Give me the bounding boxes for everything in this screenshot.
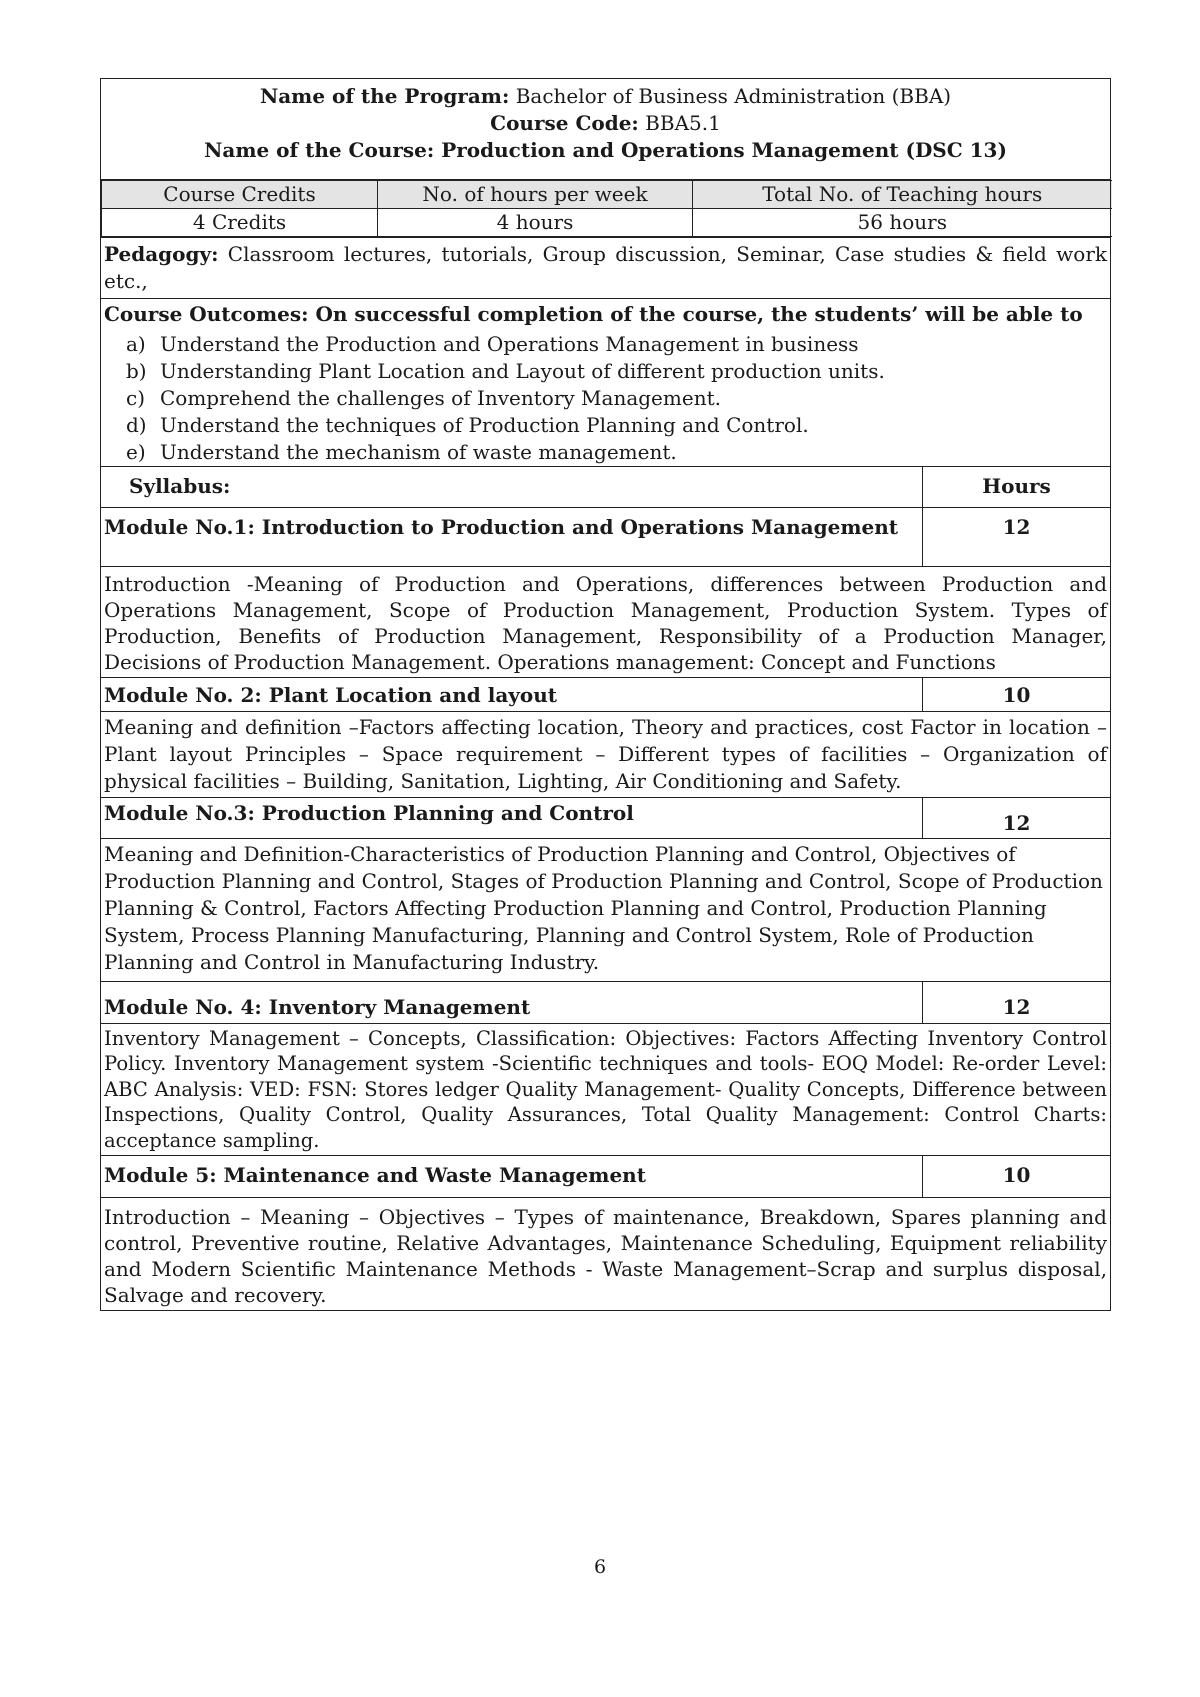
module-title: Module No.3: Production Planning and Control: [101, 798, 923, 838]
module-title: Module No.1: Introduction to Production and Operations Management: [101, 507, 923, 566]
credits-value-cell: 56 hours: [693, 208, 1112, 236]
module-content-row: [101, 838, 1111, 981]
list-item: b) Understanding Plant Location and Layout of different production units.: [126, 358, 885, 383]
module-content-row: [101, 711, 1111, 798]
credits-header-cell: No. of hours per week: [378, 180, 693, 208]
credits-header-row: [102, 180, 1112, 208]
module-title: Module No. 4: Inventory Management: [101, 981, 923, 1023]
module-title-row: [101, 981, 1111, 1023]
credits-header-cell: Course Credits: [102, 180, 378, 208]
module-title: Module 5: Maintenance and Waste Management: [101, 1156, 923, 1198]
module-content: Introduction -Meaning of Production and Operations, differences between Production and Operations Management, Scope of Production Management, Production System. Types of Production, Benefits of Production Management, Responsibility of a Production Manager, Decisions of Production Management. Operations management: Concept and Functions: [101, 566, 1111, 677]
list-item: d) Understand the techniques of Production Planning and Control.: [126, 413, 809, 438]
module-content: Meaning and definition –Factors affecting location, Theory and practices, cost Factor in location – Plant layout Principles – Space requirement – Different types of facilities – Organization of physical facilities – Building, Sanitation, Lighting, Air Conditioning and Safety.: [101, 711, 1111, 798]
outcomes-heading: Course Outcomes: On successful completion of the course, the students’ will be able to: [104, 302, 1083, 327]
list-item: e) Understand the mechanism of waste management.: [126, 440, 677, 465]
module-hours: 10: [923, 677, 1111, 711]
module-content: Inventory Management – Concepts, Classification: Objectives: Factors Affecting Inventory Control Policy. Inventory Management system -Scientific techniques and tools- EOQ Model: Re-order Level: ABC Analysis: VED: FSN: Stores ledger Quality Management- Quality Concepts, Difference between Inspections, Quality Control, Quality Assurances, Total Quality Management: Control Charts: acceptance sampling.: [101, 1023, 1111, 1155]
module-title-row: [101, 798, 1111, 838]
module-content-row: [101, 566, 1111, 677]
credits-value-cell: 4 Credits: [102, 208, 378, 236]
course-code-line: Course Code: BBA5.1: [490, 111, 721, 136]
module-content-row: [101, 1198, 1111, 1311]
syllabus-label: Syllabus:: [101, 467, 923, 507]
course-name-line: Name of the Course: Production and Operations Management (DSC 13): [204, 138, 1007, 163]
outcomes-row: [101, 299, 1111, 467]
hours-label: Hours: [923, 467, 1111, 507]
course-header: [101, 79, 1111, 180]
module-title-row: [101, 677, 1111, 711]
page-number: 6: [593, 1556, 607, 1578]
list-item: c) Comprehend the challenges of Inventory Management.: [126, 385, 721, 410]
credits-value-cell: 4 hours: [378, 208, 693, 236]
module-title-row: [101, 1156, 1111, 1198]
credits-value-row: [102, 208, 1112, 236]
module-title-row: [101, 507, 1111, 566]
course-outcomes: [101, 299, 1111, 467]
course-table: [100, 78, 1111, 1311]
list-item: a) Understand the Production and Operations Management in business: [126, 331, 859, 356]
course-header-row: [101, 79, 1111, 180]
program-line: Name of the Program: Bachelor of Business Administration (BBA): [259, 84, 952, 108]
module-title: Module No. 2: Plant Location and layout: [101, 677, 923, 711]
module-hours: 10: [923, 1156, 1111, 1198]
syllabus-page: [100, 78, 1110, 1311]
syllabus-header-row: [101, 467, 1111, 507]
outcomes-list: [104, 331, 1107, 467]
module-content: Introduction – Meaning – Objectives – Types of maintenance, Breakdown, Spares planning and control, Preventive routine, Relative Advantages, Maintenance Scheduling, Equipment reliability and Modern Scientific Maintenance Methods - Waste Management–Scrap and surplus disposal, Salvage and recovery.: [101, 1198, 1111, 1311]
module-content: Meaning and Definition-Characteristics of Production Planning and Control, Objectives of Production Planning and Control, Stages of Production Planning and Control, Scope of Production Planning & Control, Factors Affecting Production Planning and Control, Production Planning System, Process Planning Manufacturing, Planning and Control System, Role of Production Planning and Control in Manufacturing Industry.: [101, 838, 1111, 981]
credits-header-cell: Total No. of Teaching hours: [693, 180, 1112, 208]
credits-row: [101, 179, 1111, 237]
pedagogy-row: [101, 237, 1111, 298]
module-hours: 12: [923, 798, 1111, 838]
module-hours: 12: [923, 981, 1111, 1023]
credits-table: [101, 180, 1112, 237]
pedagogy: Pedagogy: Classroom lectures, tutorials, Group discussion, Seminar, Case studies & field work etc.,: [101, 237, 1111, 298]
module-content-row: [101, 1023, 1111, 1155]
module-hours: 12: [923, 507, 1111, 566]
